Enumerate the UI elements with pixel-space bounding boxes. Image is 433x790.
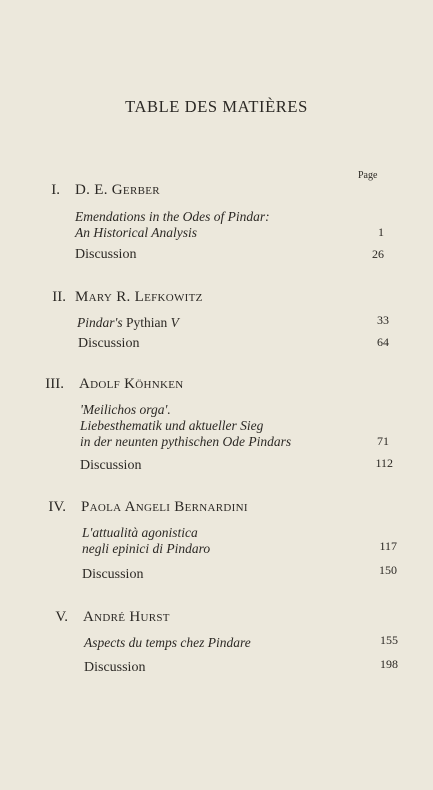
entry-discussion-page: 150 — [379, 563, 397, 577]
entry-discussion-label: Discussion — [78, 336, 140, 351]
entry-author: Adolf Köhnken — [79, 376, 184, 392]
entry-discussion-label: Discussion — [82, 567, 144, 582]
entry-title — [77, 315, 179, 331]
entry-numeral: II. — [52, 289, 66, 305]
entry-discussion-page: 198 — [380, 657, 398, 671]
entry-numeral: III. — [45, 376, 64, 392]
entry-discussion-page: 26 — [372, 247, 384, 261]
entry-title-page: 33 — [377, 313, 389, 327]
entry-title-page: 155 — [380, 633, 398, 647]
entry-numeral: I. — [51, 182, 60, 198]
entry-numeral: IV. — [48, 499, 66, 515]
entry-discussion-page: 64 — [377, 335, 389, 349]
page-title: TABLE DES MATIÈRES — [125, 97, 308, 116]
entry-author: D. E. Gerber — [75, 182, 160, 198]
entry-title-line: negli epinici di Pindaro — [82, 541, 211, 556]
entry-title-part: Pythian — [122, 315, 171, 330]
entry-discussion-label: Discussion — [84, 660, 146, 675]
entry-numeral: V. — [55, 609, 68, 625]
entry-title-page: 117 — [379, 539, 397, 553]
entry-discussion-page: 112 — [375, 456, 393, 470]
entry-discussion-label: Discussion — [75, 247, 137, 262]
entry-title-line: 'Meilichos orga'. — [80, 402, 171, 417]
entry-title-line: in der neunten pythischen Ode Pindars — [80, 434, 292, 449]
entry-title-line: Emendations in the Odes of Pindar: — [75, 209, 270, 224]
entry-title-part: Pindar's — [77, 315, 123, 330]
entry-title-line: An Historical Analysis — [75, 225, 198, 240]
entry-author: Mary R. Lefkowitz — [75, 289, 203, 305]
page-column-label: Page — [358, 170, 378, 181]
entry-title-line: Liebesthematik und aktueller Sieg — [80, 418, 264, 433]
entry-title-line: Aspects du temps chez Pindare — [84, 635, 251, 650]
entry-author: Paola Angeli Bernardini — [81, 499, 248, 515]
entry-title-page: 71 — [377, 434, 389, 448]
entry-title-part: V — [170, 315, 179, 330]
entry-title-page: 1 — [378, 225, 384, 239]
entry-title-line: L'attualità agonistica — [82, 525, 198, 540]
entry-author: André Hurst — [83, 609, 170, 625]
entry-discussion-label: Discussion — [80, 458, 142, 473]
